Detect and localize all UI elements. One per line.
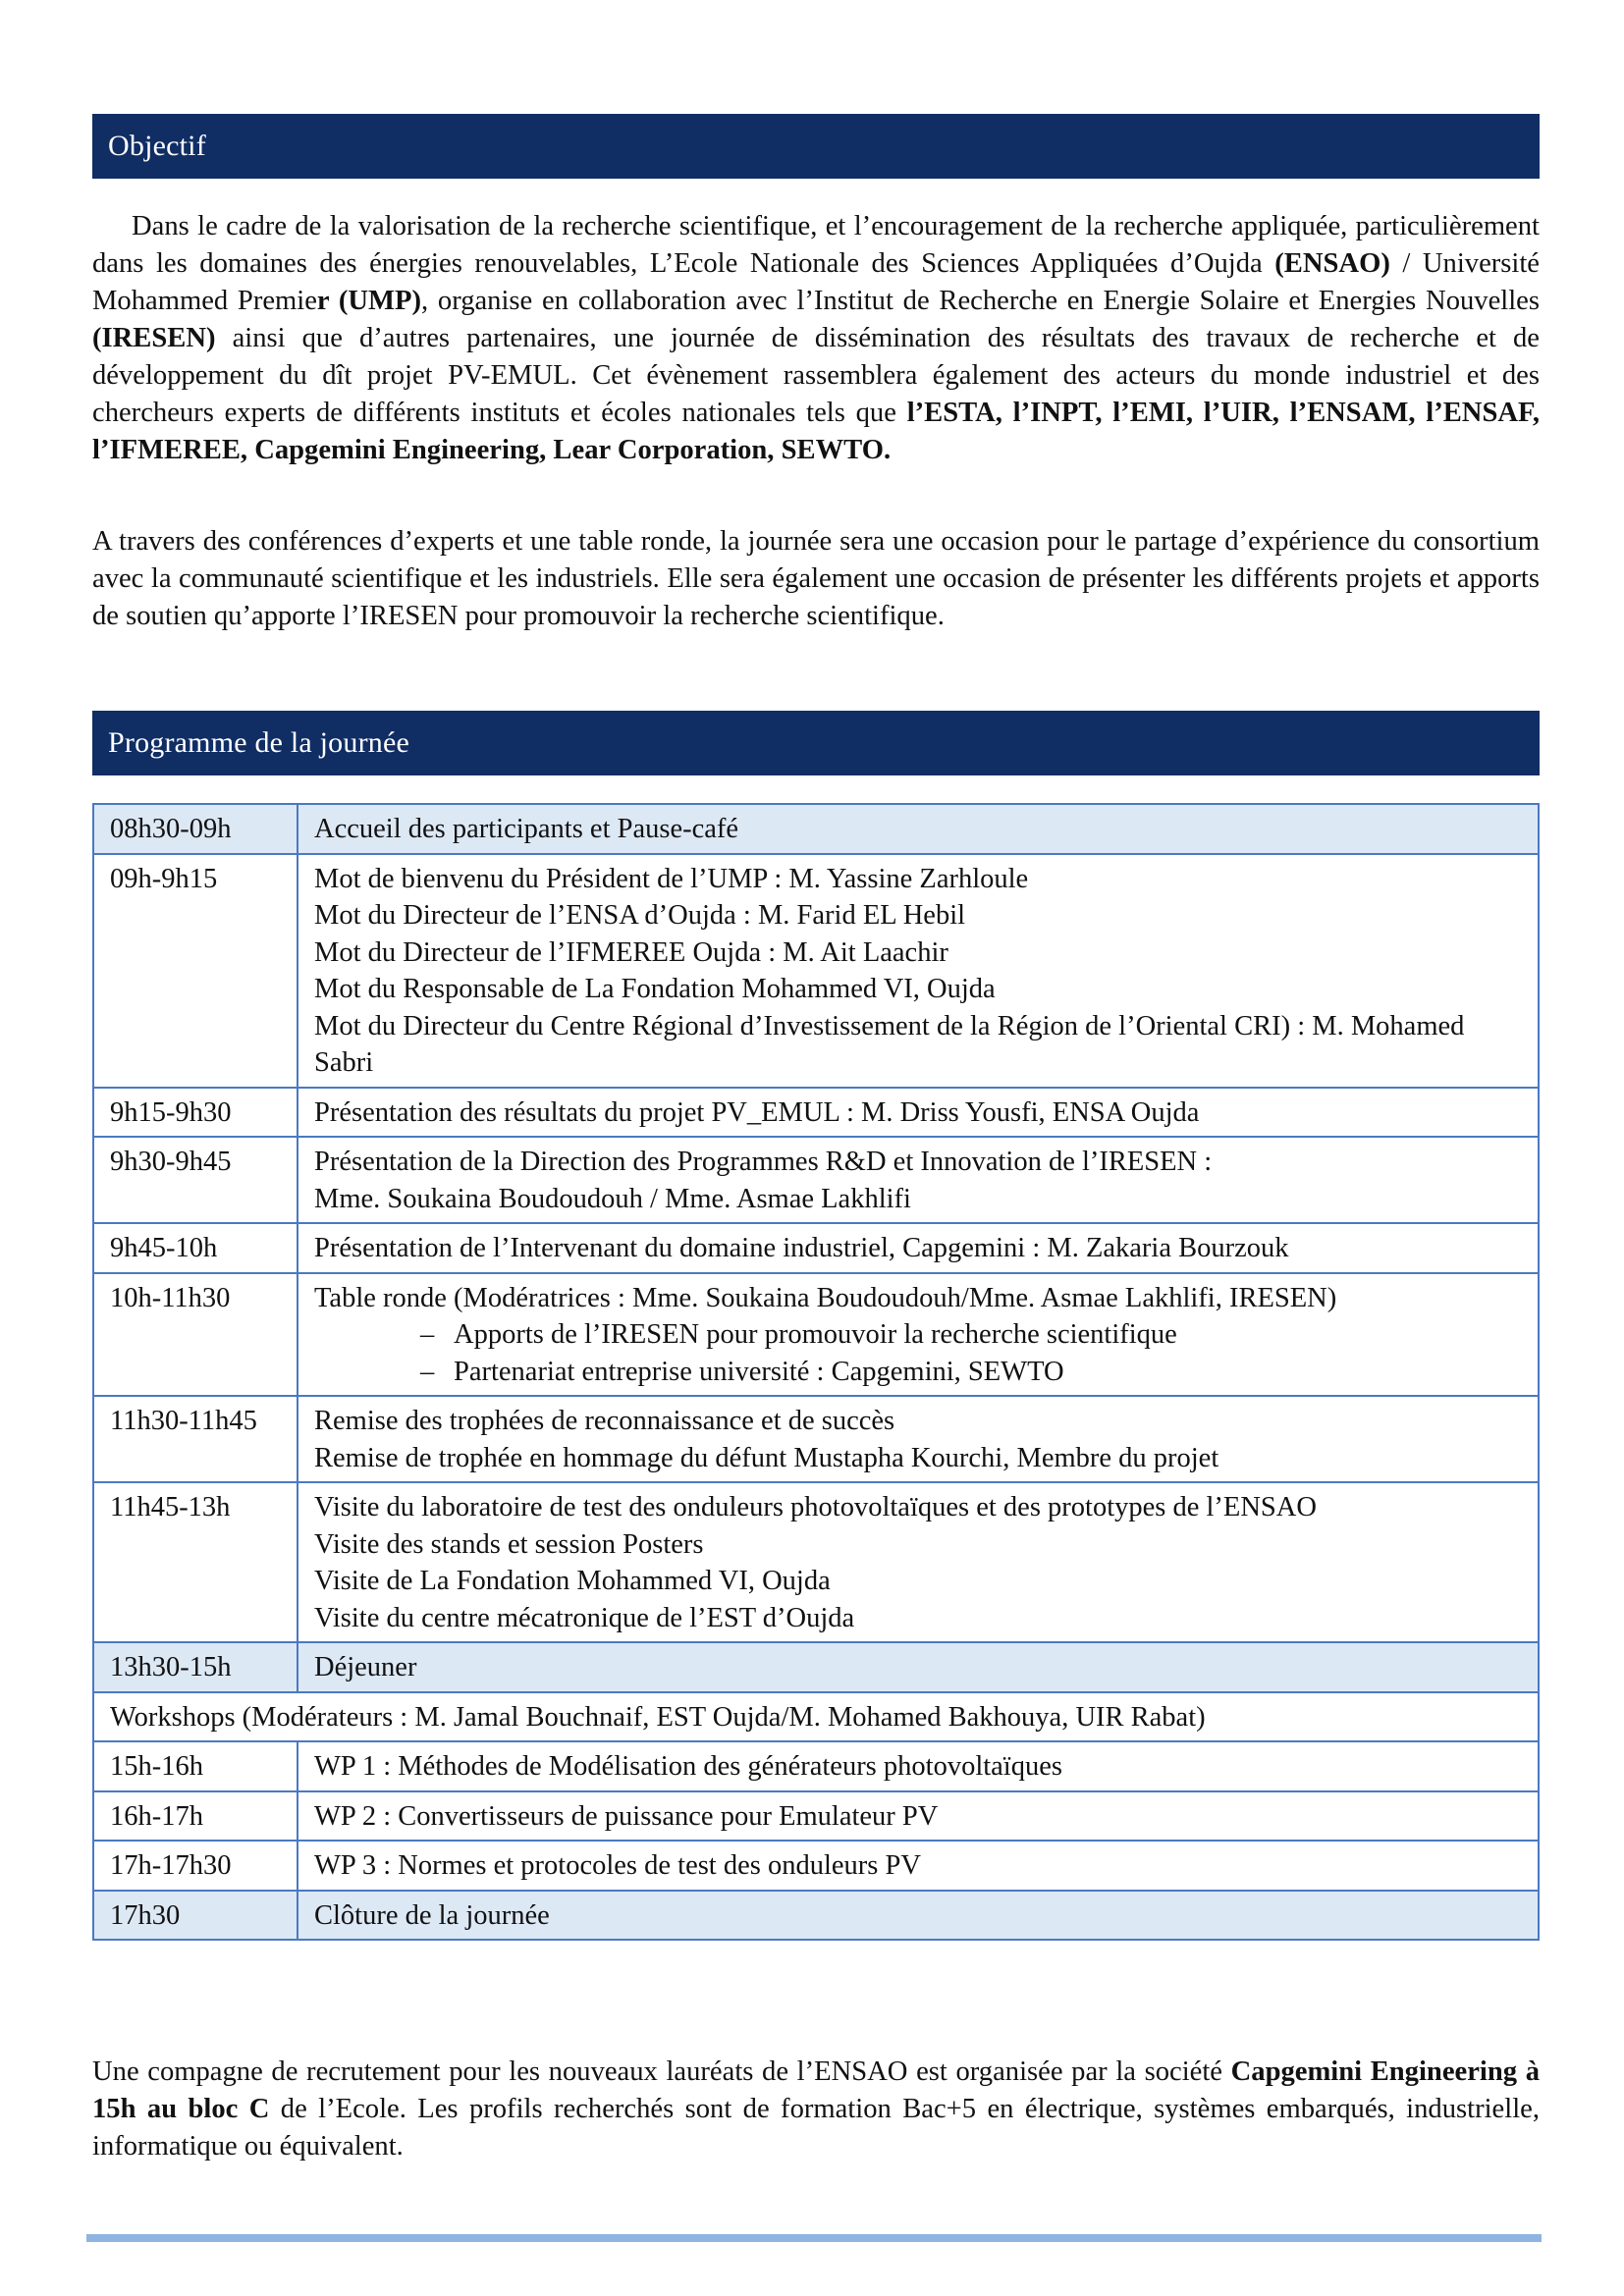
activity-line: Remise de trophée en hommage du défunt Mustapha Kourchi, Membre du projet bbox=[314, 1442, 1219, 1473]
section-title-objectif: Objectif bbox=[108, 130, 206, 162]
activity-line: Présentation de la Direction des Programmes R&D et Innovation de l’IRESEN : bbox=[314, 1147, 1213, 1177]
table-row bbox=[93, 804, 1539, 854]
footer-rule bbox=[86, 2234, 1542, 2242]
section-header-programme bbox=[92, 711, 1540, 775]
programme-table bbox=[92, 803, 1540, 1941]
bold-text-run: l’ESTA, l’INPT, l’EMI, l’UIR, l’ENSAM, l’ENSAF, l’IFMEREE, Capgemini Engineering, Lear Corporation, SEWTO. bbox=[92, 398, 1540, 465]
time-cell: 08h30-09h bbox=[93, 804, 298, 854]
table-row bbox=[93, 1088, 1539, 1138]
activity-line: Visite du centre mécatronique de l’EST d’Oujda bbox=[314, 1602, 855, 1633]
bold-text-run: (ENSAO) bbox=[1274, 248, 1390, 279]
table-row bbox=[93, 1396, 1539, 1482]
time-cell: 16h-17h bbox=[93, 1791, 298, 1842]
activity-line: WP 3 : Normes et protocoles de test des onduleurs PV bbox=[314, 1850, 921, 1881]
time-cell: 09h-9h15 bbox=[93, 854, 298, 1088]
activity-line: Remise des trophées de reconnaissance et de succès bbox=[314, 1406, 895, 1436]
bold-text-run: Capgemini Engineering à 15h au bloc C bbox=[92, 2056, 1540, 2124]
activity-line: Mot du Directeur de l’IFMEREE Oujda : M. Ait Laachir bbox=[314, 936, 948, 968]
activity-cell bbox=[298, 1482, 1539, 1642]
time-cell: 9h15-9h30 bbox=[93, 1088, 298, 1138]
activity-cell bbox=[298, 1791, 1539, 1842]
activity-line: Présentation des résultats du projet PV_EMUL : M. Driss Yousfi, ENSA Oujda bbox=[314, 1096, 1200, 1128]
activity-line: Mot de bienvenu du Président de l’UMP : M. Yassine Zarhloule bbox=[314, 863, 1029, 894]
text-run: de l’Ecole. Les profils recherchés sont de formation Bac+5 en électrique, systèmes embarqués, industrielle, informatique ou équivalent. bbox=[92, 2094, 1540, 2162]
table-row bbox=[93, 1642, 1539, 1692]
activity-line: Table ronde (Modératrices : Mme. Soukaina Boudoudouh/Mme. Asmae Lakhlifi, IRESEN) bbox=[314, 1282, 1337, 1313]
workshops-header-cell: Workshops (Modérateurs : M. Jamal Bouchnaif, EST Oujda/M. Mohamed Bakhouya, UIR Rabat) bbox=[93, 1692, 1539, 1742]
activity-bullet: – Partenariat entreprise université : Capgemini, SEWTO bbox=[420, 1354, 1524, 1391]
activity-line: WP 2 : Convertisseurs de puissance pour Emulateur PV bbox=[314, 1800, 939, 1832]
time-cell: 13h30-15h bbox=[93, 1642, 298, 1692]
activity-line: Mot du Directeur du Centre Régional d’Investissement de la Région de l’Oriental CRI) : M. Mohamed Sabri bbox=[314, 1010, 1465, 1078]
time-cell: 11h30-11h45 bbox=[93, 1396, 298, 1482]
activity-line: Clôture de la journée bbox=[314, 1899, 550, 1931]
activity-cell bbox=[298, 1137, 1539, 1223]
objectif-paragraph-1 bbox=[92, 208, 1540, 469]
time-cell: 17h-17h30 bbox=[93, 1841, 298, 1891]
time-cell: 17h30 bbox=[93, 1891, 298, 1941]
section-header-objectif bbox=[92, 114, 1540, 179]
activity-cell bbox=[298, 1891, 1539, 1941]
activity-line: Visite de La Fondation Mohammed VI, Oujda bbox=[314, 1566, 831, 1596]
table-row bbox=[93, 1741, 1539, 1791]
activity-cell bbox=[298, 1642, 1539, 1692]
activity-line: Visite du laboratoire de test des onduleurs photovoltaïques et des prototypes de l’ENSAO bbox=[314, 1492, 1317, 1522]
text-run: / Université Mohammed Premie bbox=[92, 248, 1540, 316]
text-run: ainsi que d’autres partenaires, une journée de dissémination des résultats des travaux de recherche et de développement du dît projet PV-EMUL. Cet évènement rassemblera également des acteurs du monde industriel et des chercheurs experts de différents instituts et écoles nationales tels que bbox=[92, 323, 1540, 428]
recrutement-paragraph bbox=[92, 2054, 1540, 2165]
bold-text-run: r (UMP) bbox=[316, 286, 421, 316]
activity-line: Visite des stands et session Posters bbox=[314, 1528, 704, 1560]
table-row bbox=[93, 854, 1539, 1088]
activity-bullet-list bbox=[314, 1316, 1524, 1390]
activity-cell bbox=[298, 1741, 1539, 1791]
table-row bbox=[93, 1791, 1539, 1842]
table-row bbox=[93, 1137, 1539, 1223]
text-run: Une compagne de recrutement pour les nouveaux lauréats de l’ENSAO est organisée par la société bbox=[92, 2056, 1231, 2087]
time-cell: 10h-11h30 bbox=[93, 1273, 298, 1397]
activity-line: Mot du Responsable de La Fondation Mohammed VI, Oujda bbox=[314, 974, 996, 1004]
table-row bbox=[93, 1841, 1539, 1891]
activity-line: Mot du Directeur de l’ENSA d’Oujda : M. Farid EL Hebil bbox=[314, 900, 966, 931]
activity-cell bbox=[298, 1223, 1539, 1273]
table-row bbox=[93, 1223, 1539, 1273]
time-cell: 15h-16h bbox=[93, 1741, 298, 1791]
time-cell: 9h30-9h45 bbox=[93, 1137, 298, 1223]
table-row bbox=[93, 1273, 1539, 1397]
activity-bullet: – Apports de l’IRESEN pour promouvoir la recherche scientifique bbox=[420, 1316, 1524, 1354]
activity-cell bbox=[298, 1841, 1539, 1891]
activity-cell bbox=[298, 1088, 1539, 1138]
activity-cell bbox=[298, 804, 1539, 854]
text-run: Dans le cadre de la valorisation de la recherche scientifique, et l’encouragement de la recherche appliquée, particulièrement dans les domaines des énergies renouvelables, L’Ecole Nationale des Sciences Appliquées d’Oujda bbox=[92, 211, 1540, 279]
objectif-paragraph-2: A travers des conférences d’experts et une table ronde, la journée sera une occasion pour le partage d’expérience du consortium avec la communauté scientifique et les industriels. Elle sera également une occasion de présenter les différents projets et apports de soutien qu’apporte l’IRESEN pour promouvoir la recherche scientifique. bbox=[92, 526, 1540, 631]
activity-line: Déjeuner bbox=[314, 1652, 417, 1682]
activity-cell bbox=[298, 1396, 1539, 1482]
activity-line: WP 1 : Méthodes de Modélisation des générateurs photovoltaïques bbox=[314, 1751, 1062, 1782]
time-cell: 9h45-10h bbox=[93, 1223, 298, 1273]
table-row bbox=[93, 1482, 1539, 1642]
table-row bbox=[93, 1891, 1539, 1941]
activity-line: Mme. Soukaina Boudoudouh / Mme. Asmae Lakhlifi bbox=[314, 1183, 911, 1214]
section-title-programme: Programme de la journée bbox=[108, 726, 409, 759]
table-row bbox=[93, 1692, 1539, 1742]
activity-line: Accueil des participants et Pause-café bbox=[314, 814, 739, 844]
time-cell: 11h45-13h bbox=[93, 1482, 298, 1642]
activity-cell bbox=[298, 854, 1539, 1088]
bold-text-run: (IRESEN) bbox=[92, 323, 216, 353]
text-run: , organise en collaboration avec l’Institut de Recherche en Energie Solaire et Energies Nouvelles bbox=[421, 286, 1540, 316]
activity-cell bbox=[298, 1273, 1539, 1397]
activity-line: Présentation de l’Intervenant du domaine industriel, Capgemini : M. Zakaria Bourzouk bbox=[314, 1233, 1289, 1263]
